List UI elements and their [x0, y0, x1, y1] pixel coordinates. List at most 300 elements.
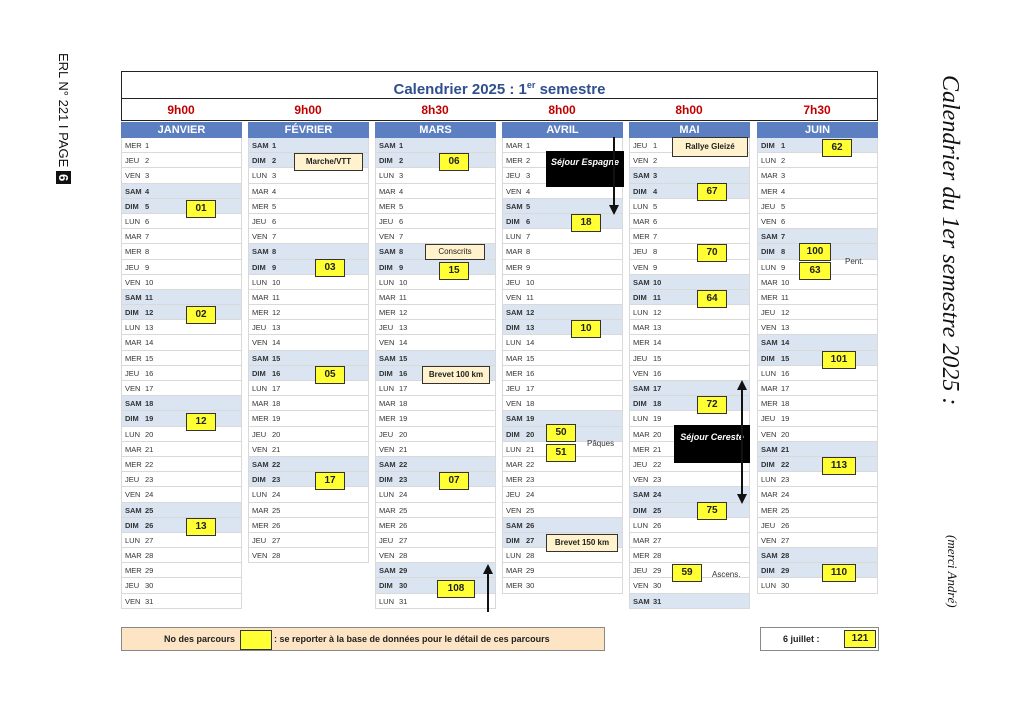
legend-swatch: [240, 630, 272, 650]
day-name: SAM: [252, 141, 269, 150]
day-number: 14: [145, 338, 154, 348]
day-row: [502, 472, 623, 487]
day-row: [248, 244, 369, 259]
day-name: VEN: [633, 368, 649, 378]
day-number: 12: [399, 308, 408, 318]
day-number: 11: [399, 292, 407, 302]
day-name: SAM: [379, 353, 396, 363]
day-row: [502, 351, 623, 366]
month-header: JANVIER: [121, 122, 242, 138]
day-number: 28: [145, 551, 154, 561]
day-number: 26: [399, 520, 408, 530]
route-box: 02: [186, 306, 216, 324]
day-number: 26: [653, 520, 662, 530]
day-name: VEN: [125, 277, 141, 287]
day-number: 2: [272, 156, 277, 166]
day-row: [121, 594, 242, 609]
day-row: [121, 199, 242, 214]
day-row: [248, 487, 369, 502]
holiday-note: Ascens.: [712, 570, 741, 579]
day-row: [248, 396, 369, 411]
route-box: 50: [546, 424, 576, 442]
day-number: 10: [653, 277, 662, 287]
day-row: [121, 335, 242, 350]
side-title-text: Calendrier du 1er semestre 2025 :: [937, 75, 963, 406]
day-number: 20: [653, 429, 662, 439]
day-number: 14: [526, 338, 535, 348]
route-box: 07: [439, 472, 469, 490]
day-name: VEN: [761, 535, 777, 545]
day-row: [375, 533, 496, 548]
day-number: 18: [526, 399, 535, 409]
day-number: 28: [526, 551, 535, 561]
day-row: [248, 214, 369, 229]
day-number: 12: [653, 308, 662, 318]
day-number: 4: [399, 186, 404, 196]
day-number: 30: [526, 581, 535, 591]
day-row: [629, 533, 750, 548]
day-name: SAM: [379, 459, 396, 469]
day-row: [248, 381, 369, 396]
day-name: LUN: [252, 384, 268, 393]
day-number: 16: [145, 368, 154, 378]
day-number: 24: [653, 490, 662, 500]
day-row: [375, 594, 496, 609]
day-number: 18: [272, 399, 281, 409]
legend-right: : se reporter à la base de données pour le détail de ces parcours: [274, 634, 550, 644]
day-row: [375, 548, 496, 563]
day-number: 31: [653, 596, 662, 606]
day-number: 18: [399, 399, 408, 409]
day-name: VEN: [252, 444, 268, 454]
day-number: 2: [399, 156, 404, 166]
day-number: 17: [653, 384, 662, 393]
day-name: SAM: [506, 201, 523, 211]
day-name: JEU: [125, 368, 140, 378]
day-number: 3: [145, 171, 150, 181]
day-number: 15: [145, 353, 154, 363]
day-row: [757, 578, 878, 593]
day-row: [629, 351, 750, 366]
day-row: [502, 260, 623, 275]
day-row: [757, 457, 878, 472]
day-name: MER: [761, 186, 778, 196]
month-header: MAI: [629, 122, 750, 138]
day-name: DIM: [633, 505, 647, 515]
day-row: [629, 548, 750, 563]
day-row: [121, 229, 242, 244]
day-name: MER: [506, 581, 523, 591]
day-name: MER: [252, 414, 269, 424]
day-name: VEN: [633, 262, 649, 272]
day-number: 4: [145, 186, 150, 196]
day-name: JEU: [506, 171, 521, 181]
day-row: [121, 487, 242, 502]
day-name: VEN: [125, 171, 141, 181]
day-number: 7: [272, 232, 277, 242]
day-number: 23: [526, 475, 535, 485]
day-name: JEU: [633, 247, 648, 257]
day-name: VEN: [633, 156, 649, 166]
day-row: [502, 503, 623, 518]
day-name: DIM: [252, 368, 266, 378]
day-number: 10: [399, 277, 408, 287]
day-name: VEN: [125, 384, 141, 393]
stay-block: Séjour Cereste: [674, 425, 750, 463]
day-name: DIM: [506, 323, 520, 333]
day-row: [375, 487, 496, 502]
day-name: VEN: [633, 581, 649, 591]
start-time: 9h00: [294, 103, 322, 117]
day-name: SAM: [252, 353, 269, 363]
day-row: [121, 138, 242, 153]
day-number: 22: [272, 459, 281, 469]
day-row: [757, 153, 878, 168]
month-header: JUIN: [757, 122, 878, 138]
day-name: JEU: [252, 429, 267, 439]
day-name: LUN: [379, 384, 395, 393]
day-name: DIM: [761, 141, 775, 150]
day-row: [629, 594, 750, 609]
day-name: DIM: [761, 353, 775, 363]
day-number: 7: [653, 232, 658, 242]
day-row: [757, 487, 878, 502]
route-box: 51: [546, 444, 576, 462]
day-name: MAR: [506, 247, 523, 257]
day-number: 30: [145, 581, 154, 591]
day-name: MER: [506, 156, 523, 166]
day-number: 27: [145, 535, 154, 545]
day-name: SAM: [761, 551, 778, 561]
day-number: 25: [653, 505, 662, 515]
day-name: JEU: [252, 216, 267, 226]
month-header: MARS: [375, 122, 496, 138]
day-name: VEN: [252, 551, 268, 561]
day-name: MAR: [252, 186, 269, 196]
day-name: SAM: [379, 141, 396, 150]
day-name: SAM: [633, 277, 650, 287]
day-row: [757, 518, 878, 533]
day-number: 3: [526, 171, 531, 181]
day-name: LUN: [633, 201, 649, 211]
day-row: [375, 351, 496, 366]
day-row: [629, 244, 750, 259]
day-row: [375, 578, 496, 593]
day-number: 4: [781, 186, 786, 196]
month-column: [757, 122, 878, 594]
day-row: [757, 427, 878, 442]
day-name: VEN: [761, 323, 777, 333]
day-number: 20: [399, 429, 408, 439]
day-number: 20: [272, 429, 281, 439]
calendar-title: [121, 71, 878, 99]
day-name: VEN: [506, 399, 522, 409]
route-box: 12: [186, 413, 216, 431]
day-row: [629, 366, 750, 381]
day-number: 9: [145, 262, 150, 272]
day-row: [375, 442, 496, 457]
day-number: 20: [145, 429, 154, 439]
day-row: [248, 503, 369, 518]
day-name: MAR: [761, 171, 778, 181]
day-name: LUN: [125, 323, 141, 333]
day-row: [375, 472, 496, 487]
side-page-label: [52, 54, 72, 204]
day-row: [629, 229, 750, 244]
day-row: [757, 366, 878, 381]
day-row: [375, 335, 496, 350]
day-number: 27: [399, 535, 408, 545]
day-name: LUN: [379, 596, 395, 606]
day-number: 27: [526, 535, 535, 545]
day-number: 25: [272, 505, 281, 515]
day-row: [121, 351, 242, 366]
day-name: JEU: [252, 535, 267, 545]
event-label: Brevet 100 km: [422, 366, 490, 384]
day-number: 1: [399, 141, 404, 150]
day-number: 7: [781, 232, 786, 242]
day-row: [248, 199, 369, 214]
day-name: LUN: [125, 429, 141, 439]
day-number: 5: [272, 201, 277, 211]
day-number: 1: [272, 141, 277, 150]
day-name: DIM: [633, 399, 647, 409]
start-time: 9h00: [167, 103, 195, 117]
day-number: 2: [781, 156, 786, 166]
title-sup: er: [526, 80, 536, 90]
day-row: [629, 518, 750, 533]
day-number: 5: [781, 201, 786, 211]
day-number: 8: [272, 247, 277, 257]
day-row: [375, 153, 496, 168]
day-row: [629, 260, 750, 275]
day-number: 31: [145, 596, 154, 606]
month-header: FÉVRIER: [248, 122, 369, 138]
day-name: LUN: [633, 520, 649, 530]
day-name: MAR: [761, 384, 778, 393]
day-row: [502, 199, 623, 214]
route-box: 100: [799, 243, 831, 261]
day-name: MER: [252, 201, 269, 211]
day-row: [757, 533, 878, 548]
title-main: Calendrier 2025 : 1: [393, 81, 527, 98]
day-number: 29: [526, 566, 535, 576]
day-row: [375, 184, 496, 199]
day-row: [629, 320, 750, 335]
day-number: 1: [526, 141, 531, 150]
day-row: [375, 563, 496, 578]
july-route-box: 121: [844, 630, 876, 648]
start-time: 8h30: [421, 103, 449, 117]
day-number: 31: [399, 596, 408, 606]
day-number: 26: [781, 520, 790, 530]
day-row: [375, 411, 496, 426]
day-number: 21: [653, 444, 662, 454]
day-row: [375, 199, 496, 214]
day-name: MER: [506, 475, 523, 485]
day-name: VEN: [252, 232, 268, 242]
day-name: JEU: [633, 353, 648, 363]
day-name: DIM: [379, 475, 393, 485]
route-box: 75: [697, 502, 727, 520]
day-row: [248, 472, 369, 487]
day-name: JEU: [506, 277, 521, 287]
day-name: SAM: [761, 444, 778, 454]
day-name: DIM: [633, 292, 647, 302]
day-name: JEU: [761, 201, 776, 211]
day-row: [121, 518, 242, 533]
arrow-both-icon: [734, 380, 750, 506]
day-row: [375, 275, 496, 290]
day-number: 9: [272, 262, 277, 272]
day-number: 11: [526, 292, 534, 302]
day-name: LUN: [252, 171, 268, 181]
day-row: [248, 335, 369, 350]
day-name: LUN: [125, 535, 141, 545]
day-name: MER: [379, 520, 396, 530]
day-number: 30: [399, 581, 408, 591]
day-number: 17: [399, 384, 408, 393]
day-number: 23: [272, 475, 281, 485]
day-name: MER: [761, 292, 778, 302]
day-row: [502, 563, 623, 578]
day-name: VEN: [379, 232, 395, 242]
day-number: 16: [399, 368, 408, 378]
day-number: 21: [526, 444, 535, 454]
day-number: 19: [145, 414, 154, 424]
day-number: 22: [399, 459, 408, 469]
event-label: Brevet 150 km: [546, 534, 618, 552]
day-row: [629, 305, 750, 320]
day-row: [502, 214, 623, 229]
route-box: 06: [439, 153, 469, 171]
day-number: 13: [272, 323, 281, 333]
day-name: MAR: [506, 459, 523, 469]
day-name: MAR: [125, 444, 142, 454]
day-row: [629, 290, 750, 305]
day-row: [121, 184, 242, 199]
route-box: 101: [822, 351, 856, 369]
day-row: [757, 442, 878, 457]
day-row: [502, 244, 623, 259]
day-number: 3: [399, 171, 404, 181]
day-name: LUN: [252, 277, 268, 287]
day-name: SAM: [761, 338, 778, 348]
day-row: [375, 457, 496, 472]
day-row: [375, 396, 496, 411]
day-name: VEN: [379, 444, 395, 454]
day-row: [375, 290, 496, 305]
day-name: DIM: [761, 566, 775, 576]
day-name: LUN: [761, 156, 777, 166]
arrow-up-icon: [480, 564, 496, 614]
day-name: JEU: [125, 156, 140, 166]
day-name: LUN: [379, 171, 395, 181]
day-name: DIM: [252, 156, 266, 166]
day-number: 30: [781, 581, 790, 591]
day-name: SAM: [252, 247, 269, 257]
day-name: SAM: [125, 505, 142, 515]
day-row: [248, 457, 369, 472]
day-row: [121, 578, 242, 593]
day-name: LUN: [125, 216, 141, 226]
day-row: [757, 563, 878, 578]
day-name: MAR: [379, 505, 396, 515]
day-number: 15: [653, 353, 662, 363]
day-name: SAM: [633, 490, 650, 500]
day-number: 6: [526, 216, 531, 226]
day-number: 15: [526, 353, 535, 363]
day-number: 26: [145, 520, 154, 530]
day-name: DIM: [125, 414, 139, 424]
day-name: MER: [633, 232, 650, 242]
day-number: 21: [399, 444, 408, 454]
route-box: 03: [315, 259, 345, 277]
route-box: 110: [822, 564, 856, 582]
day-name: VEN: [506, 186, 522, 196]
day-row: [629, 168, 750, 183]
day-row: [375, 168, 496, 183]
day-name: SAM: [633, 384, 650, 393]
day-name: DIM: [125, 520, 139, 530]
day-name: JEU: [506, 384, 521, 393]
day-number: 3: [781, 171, 786, 181]
route-box: 62: [822, 139, 852, 157]
day-name: LUN: [252, 490, 268, 500]
day-number: 10: [145, 277, 154, 287]
day-name: DIM: [379, 368, 393, 378]
holiday-note: Pâques: [587, 439, 615, 448]
day-row: [375, 320, 496, 335]
day-number: 17: [145, 384, 154, 393]
start-time: 8h00: [548, 103, 576, 117]
day-row: [629, 335, 750, 350]
day-number: 14: [781, 338, 790, 348]
event-label: Rallye Gleizé: [672, 137, 748, 157]
day-number: 2: [145, 156, 150, 166]
day-name: VEN: [125, 596, 141, 606]
side-credit-text: (merci André): [945, 535, 960, 608]
day-name: VEN: [761, 429, 777, 439]
day-number: 19: [526, 414, 535, 424]
day-number: 25: [781, 505, 790, 515]
day-name: VEN: [506, 292, 522, 302]
day-name: MAR: [506, 141, 523, 150]
day-name: MER: [125, 459, 142, 469]
day-number: 17: [272, 384, 281, 393]
day-number: 5: [653, 201, 658, 211]
day-number: 7: [526, 232, 531, 242]
day-row: [248, 548, 369, 563]
day-row: [757, 396, 878, 411]
day-name: MAR: [761, 490, 778, 500]
day-number: 10: [526, 277, 535, 287]
route-box: 10: [571, 320, 601, 338]
day-number: 19: [653, 414, 662, 424]
day-name: MER: [379, 201, 396, 211]
day-number: 24: [272, 490, 281, 500]
day-number: 21: [781, 444, 790, 454]
day-name: JEU: [633, 566, 648, 576]
day-name: MAR: [125, 232, 142, 242]
day-row: [121, 275, 242, 290]
day-number: 23: [399, 475, 408, 485]
day-row: [375, 305, 496, 320]
day-number: 16: [272, 368, 281, 378]
day-number: 8: [145, 247, 150, 257]
day-row: [121, 168, 242, 183]
day-name: VEN: [506, 505, 522, 515]
